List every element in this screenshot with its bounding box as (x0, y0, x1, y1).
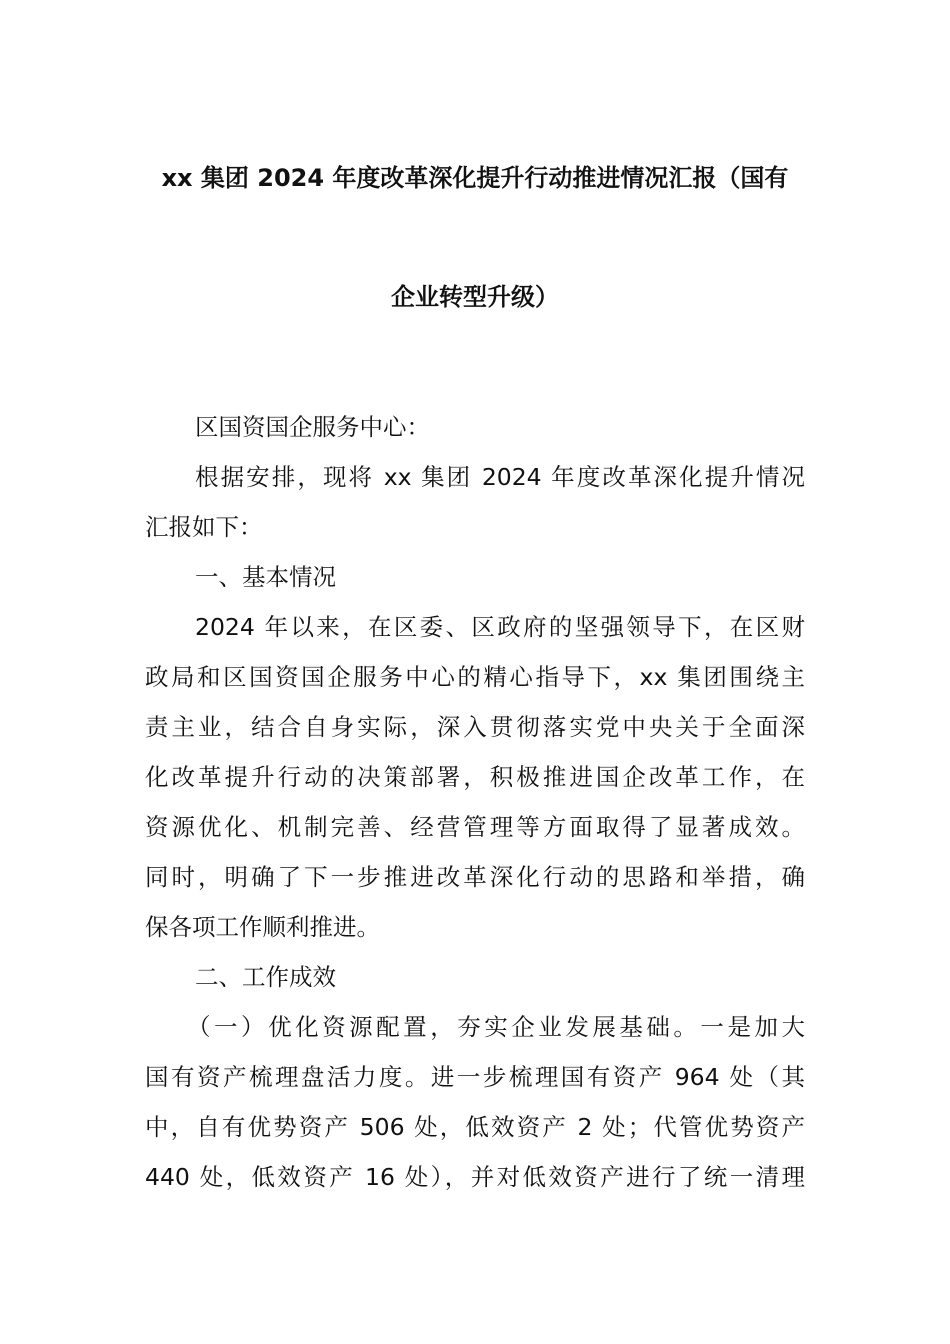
section-heading-basic: 一、基本情况 (195, 563, 336, 591)
paragraph-line: 资源优化、机制完善、经营管理等方面取得了显著成效。 (145, 813, 805, 841)
document-body (145, 402, 805, 1202)
paragraph-line: 保各项工作顺利推进。 (145, 913, 380, 941)
paragraph-line: （一）优化资源配置，夯实企业发展基础。一是加大 (187, 1013, 805, 1041)
document-title-line-1: xx 集团 2024 年度改革深化提升行动推进情况汇报（国有 (161, 164, 789, 192)
paragraph-line: 440 处，低效资产 16 处），并对低效资产进行了统一清理 (145, 1163, 805, 1191)
paragraph-line: 国有资产梳理盘活力度。进一步梳理国有资产 964 处（其 (145, 1063, 805, 1091)
paragraph-line: 责主业，结合自身实际，深入贯彻落实党中央关于全面深 (145, 713, 805, 741)
section-heading-results: 二、工作成效 (195, 963, 336, 991)
paragraph-line: 政局和区国资国企服务中心的精心指导下，xx 集团围绕主 (145, 663, 805, 691)
paragraph-line: 化改革提升行动的决策部署，积极推进国企改革工作，在 (145, 763, 805, 791)
paragraph-line: 中，自有优势资产 506 处，低效资产 2 处；代管优势资产 (145, 1113, 805, 1141)
salutation: 区国资国企服务中心： (195, 413, 430, 441)
paragraph-line: 汇报如下： (145, 513, 263, 541)
paragraph-line: 根据安排，现将 xx 集团 2024 年度改革深化提升情况 (195, 463, 805, 491)
paragraph-line: 2024 年以来，在区委、区政府的坚强领导下，在区财 (195, 613, 805, 641)
document-title-line-2: 企业转型升级） (391, 283, 559, 311)
paragraph-line: 同时，明确了下一步推进改革深化行动的思路和举措，确 (145, 863, 805, 891)
